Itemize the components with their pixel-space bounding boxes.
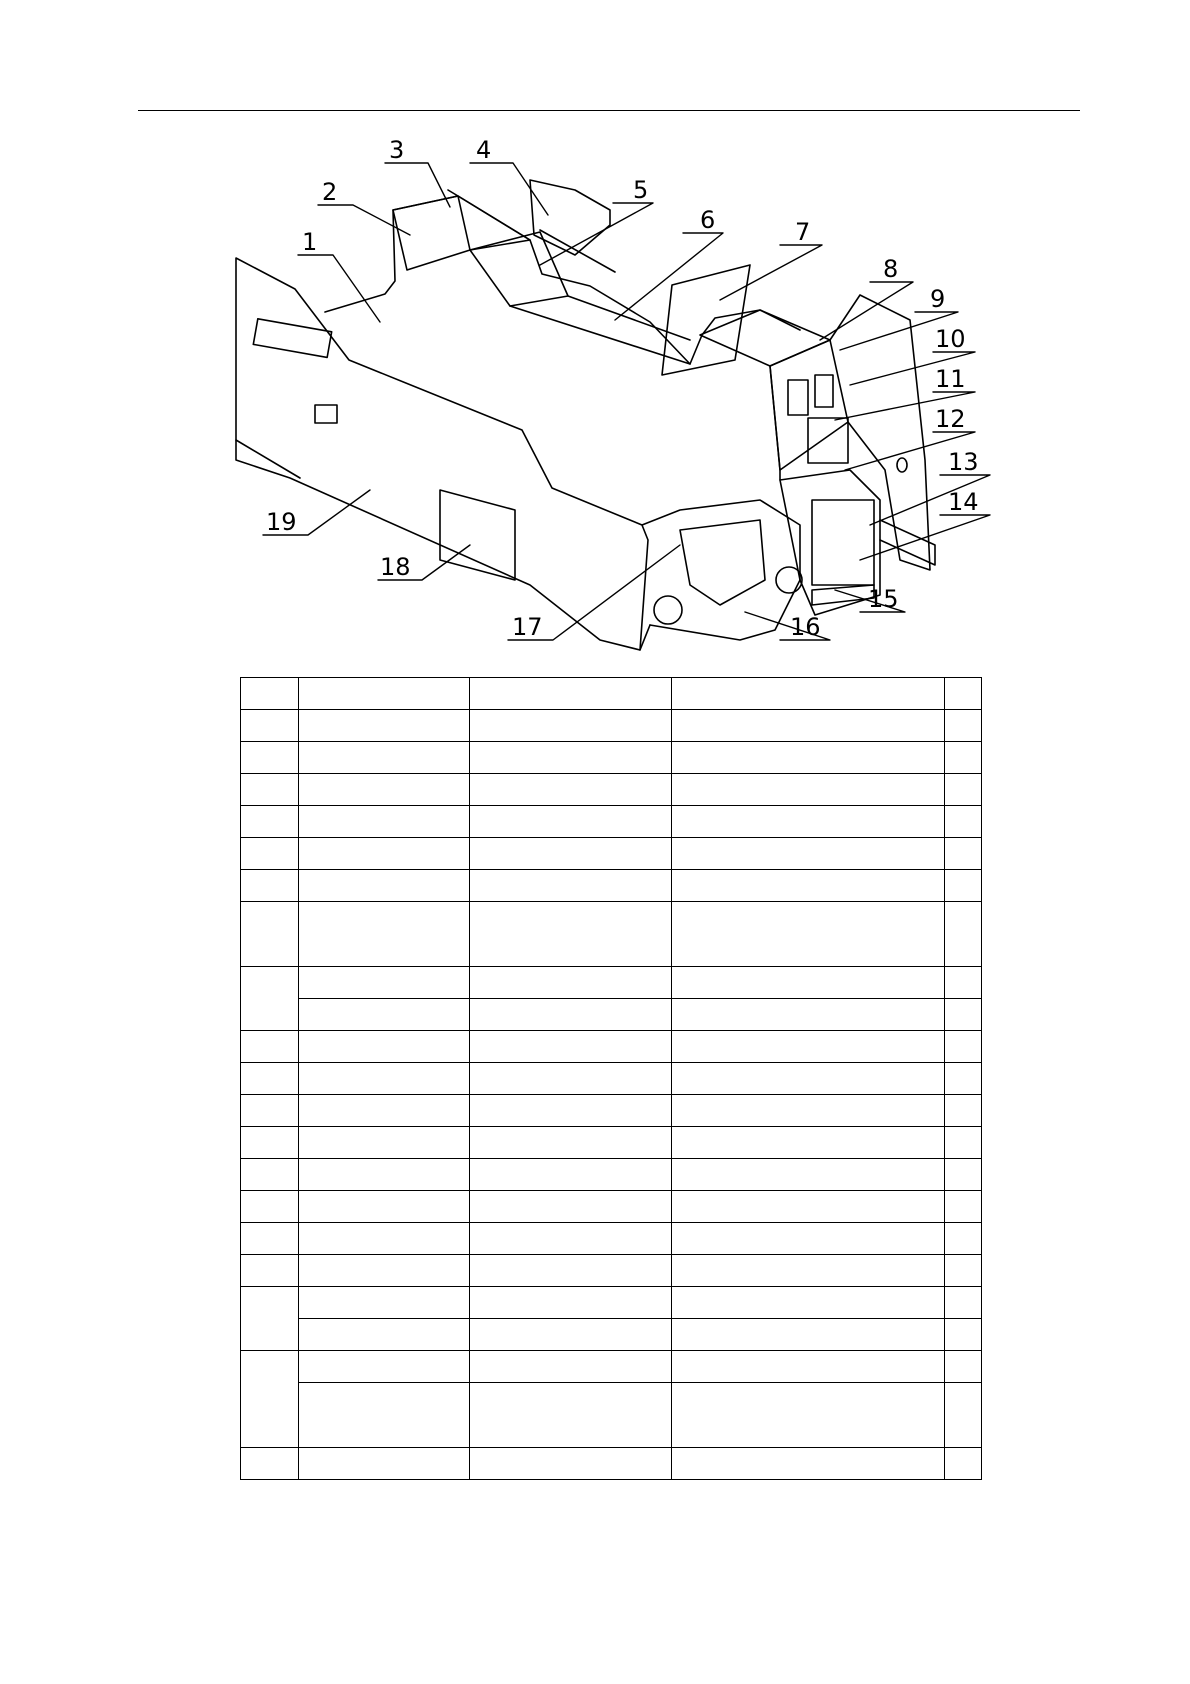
callout-11: 11 — [935, 365, 966, 393]
table-row — [241, 902, 982, 967]
callout-18: 18 — [380, 553, 411, 581]
callout-2: 2 — [322, 178, 338, 206]
tower-top-8 — [700, 310, 830, 366]
leader-lines — [263, 163, 990, 640]
hatch-18 — [440, 490, 515, 580]
table-row — [241, 774, 982, 806]
callout-19: 19 — [266, 508, 297, 536]
table-row — [241, 1095, 982, 1127]
table-row — [241, 678, 982, 710]
callout-13: 13 — [948, 448, 979, 476]
callout-7: 7 — [795, 218, 811, 246]
callout-14: 14 — [948, 488, 979, 516]
callout-8: 8 — [883, 255, 899, 283]
callout-9: 9 — [930, 285, 946, 313]
lower-block-12-15 — [780, 470, 880, 615]
table-row — [241, 870, 982, 902]
table-row — [241, 967, 982, 999]
callout-5: 5 — [633, 176, 649, 204]
callout-6: 6 — [700, 206, 716, 234]
callout-3: 3 — [389, 136, 405, 164]
callout-12: 12 — [935, 405, 966, 433]
table-row — [241, 1448, 982, 1480]
table-row — [241, 1063, 982, 1095]
table-row — [241, 710, 982, 742]
callout-10: 10 — [935, 325, 966, 353]
callout-1: 1 — [302, 228, 318, 256]
table-row — [241, 742, 982, 774]
slope-plate-5 — [470, 232, 568, 306]
table-row — [241, 1319, 982, 1351]
callout-4: 4 — [476, 136, 492, 164]
callout-15: 15 — [868, 585, 899, 613]
table-row — [241, 806, 982, 838]
table-row — [241, 838, 982, 870]
table-row — [241, 1383, 982, 1448]
table-row — [241, 1159, 982, 1191]
table-row — [241, 1351, 982, 1383]
table-row — [241, 1031, 982, 1063]
parts-table — [240, 677, 982, 1480]
front-end-16-17 — [642, 500, 800, 640]
table-row — [241, 1287, 982, 1319]
table-row — [241, 1191, 982, 1223]
table-row — [241, 1127, 982, 1159]
table-row — [241, 1223, 982, 1255]
left-side-panel — [236, 258, 648, 650]
callout-16: 16 — [790, 613, 821, 641]
callout-17: 17 — [512, 613, 543, 641]
rear-box-2-3 — [393, 196, 470, 270]
upright-plate-4 — [530, 180, 610, 255]
table-row — [241, 1255, 982, 1287]
tower-front-9-11 — [770, 340, 848, 470]
table-row — [241, 999, 982, 1031]
